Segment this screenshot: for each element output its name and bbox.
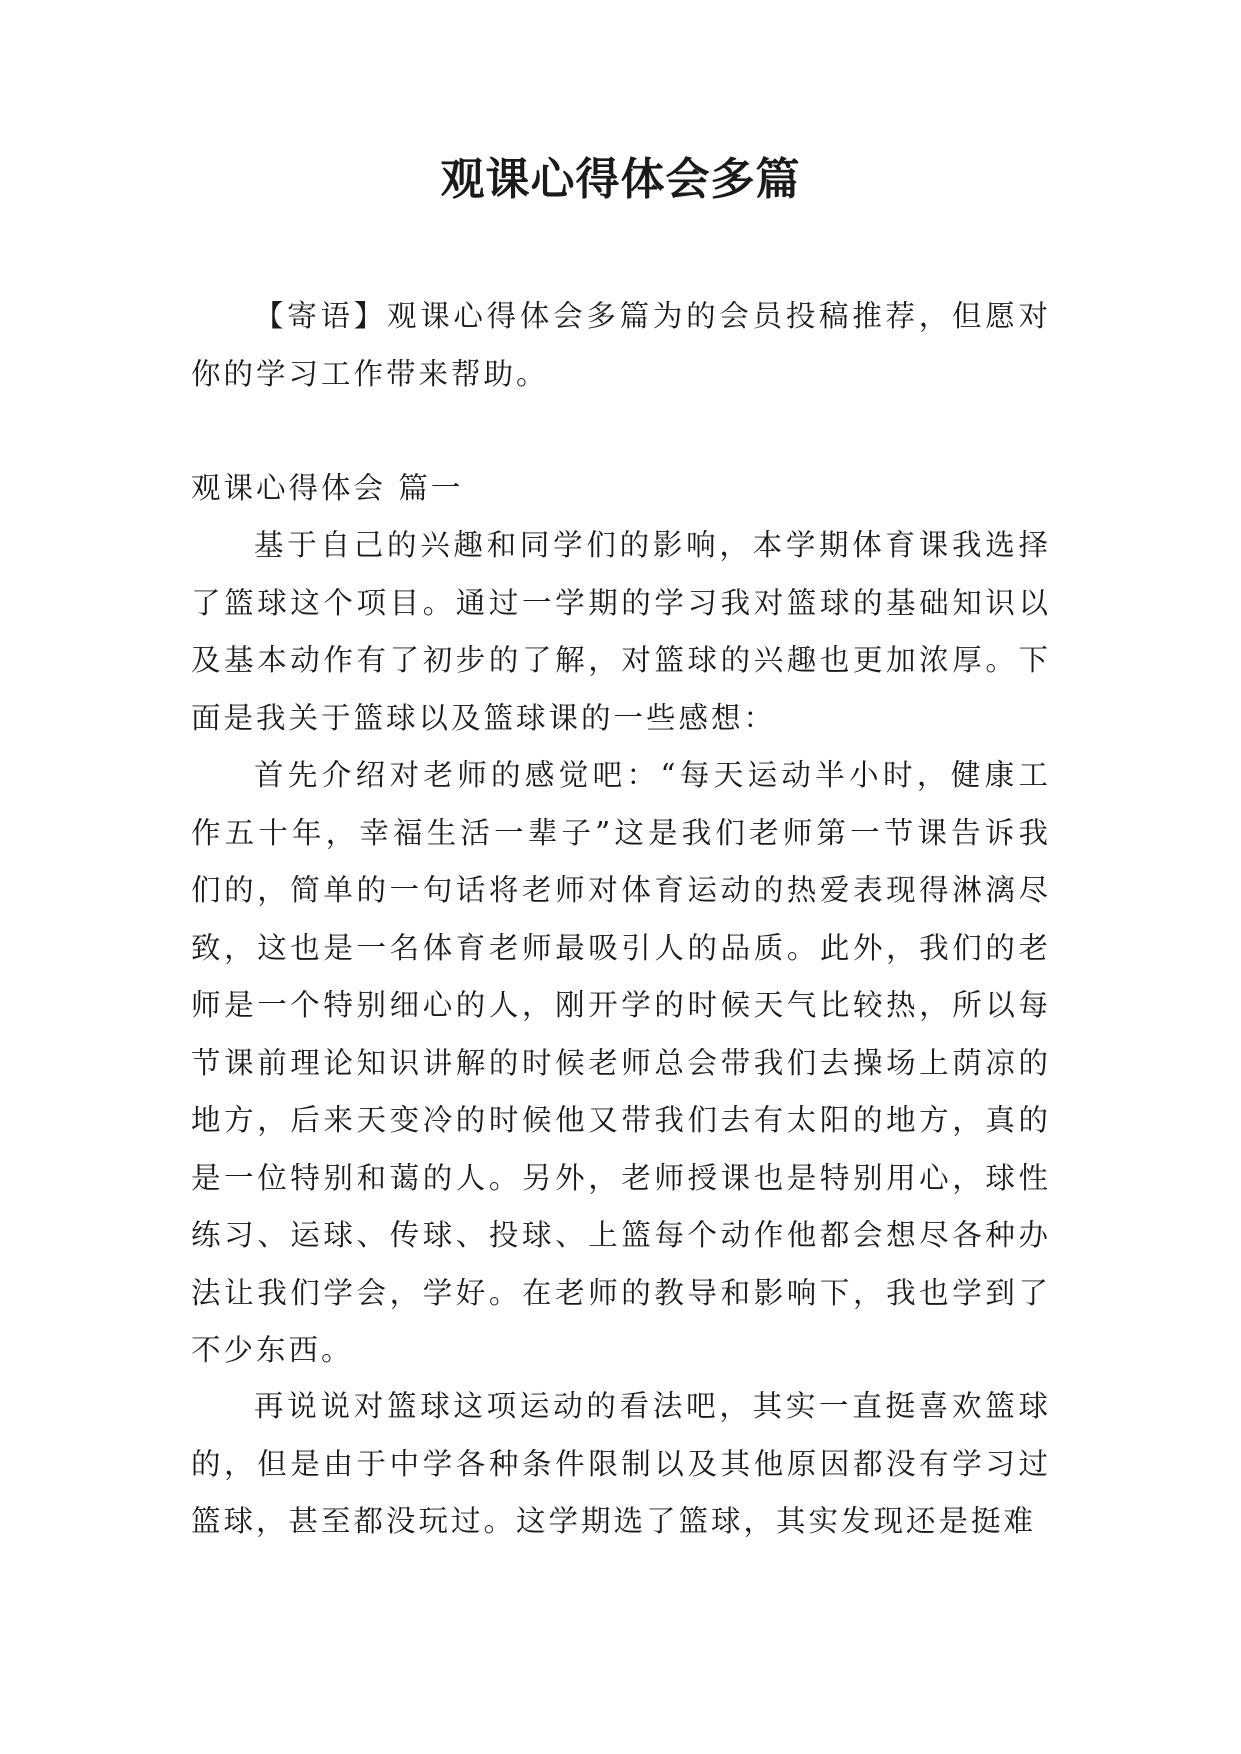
- body-paragraph-1: 基于自己的兴趣和同学们的影响，本学期体育课我选择了篮球这个项目。通过一学期的学习我对篮球的基础知识以及基本动作有了初步的了解，对篮球的兴趣也更加浓厚。下面是我关于篮球以及篮球课的一些感想：: [191, 528, 1051, 735]
- body-paragraph-2: 首先介绍对老师的感觉吧：“每天运动半小时，健康工作五十年，幸福生活一辈子”这是我们老师第一节课告诉我们的，简单的一句话将老师对体育运动的热爱表现得淋漓尽致，这也是一名体育老师最吸引人的品质。此外，我们的老师是一个特别细心的人，刚开学的时候天气比较热，所以每节课前理论知识讲解的时候老师总会带我们去操场上荫凉的地方，后来天变冷的时候他又带我们去有太阳的地方，真的是一位特别和蔼的人。另外，老师授课也是特别用心，球性练习、运球、传球、投球、上篮每个动作他都会想尽各种办法让我们学会，学好。在老师的教导和影响下，我也学到了不少东西。: [191, 758, 1051, 1367]
- section-heading: 观课心得体会 篇一: [191, 471, 464, 505]
- document-title: 观课心得体会多篇: [440, 154, 801, 205]
- body-paragraph-3: 再说说对篮球这项运动的看法吧，其实一直挺喜欢篮球的，但是由于中学各种条件限制以及其他原因都没有学习过篮球，甚至都没玩过。这学期选了篮球，其实发现还是挺难: [191, 1389, 1051, 1538]
- intro-paragraph: 【寄语】观课心得体会多篇为的会员投稿推荐，但愿对你的学习工作带来帮助。: [191, 299, 1051, 391]
